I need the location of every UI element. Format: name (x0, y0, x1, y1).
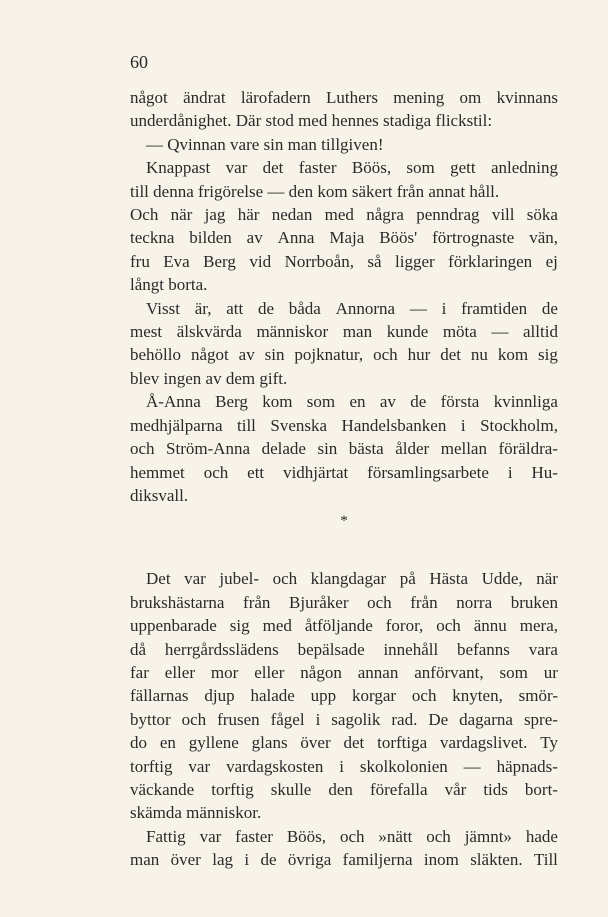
text-line: och Ström-Anna delade sin bästa ålder mellan föräldra- (130, 439, 558, 459)
text-line: far eller mor eller någon annan anförvant, som ur (130, 662, 558, 682)
page-number: 60 (130, 52, 148, 72)
text-line: do en gyllene glans över det torftiga vardagslivet. Ty (130, 733, 558, 753)
text-line: medhjälparna till Svenska Handelsbanken i Stockholm, (130, 415, 558, 435)
section-separator: * (340, 513, 348, 530)
text-line: teckna bilden av Anna Maja Böös' förtrognaste vän, (130, 228, 558, 248)
text-line: långt borta. (130, 275, 208, 295)
text-line: Fattig var faster Böös, och »nätt och jämnt» hade (146, 826, 558, 846)
text-line: fällarnas djup halade upp korgar och knyten, smör- (130, 686, 558, 706)
text-line: Knappast var det faster Böös, som gett anledning (146, 158, 558, 178)
text-section-2 (130, 567, 558, 871)
text-line: mest älskvärda människor man kunde möta — alltid (130, 322, 558, 342)
text-line: man över lag i de övriga familjerna inom släkten. Till (130, 850, 558, 870)
text-line: Å-Anna Berg kom som en av de första kvinnliga (146, 392, 558, 412)
text-line: behöllo något av sin pojknatur, och hur det nu kom sig (130, 345, 558, 365)
text-line: — Qvinnan vare sin man tillgiven! (146, 134, 384, 154)
book-page (130, 50, 558, 872)
text-line: blev ingen av dem gift. (130, 368, 288, 388)
text-line: byttor och frusen fågel i sagolik rad. De dagarna spre- (130, 709, 558, 729)
text-line: Det var jubel- och klangdagar på Hästa Udde, när (146, 569, 558, 589)
text-line: Visst är, att de båda Annorna — i framtiden de (146, 298, 558, 318)
text-section-1 (130, 86, 558, 507)
text-line: då herrgårdsslädens bepälsade innehåll befanns vara (130, 639, 558, 659)
text-line: Och när jag här nedan med några penndrag vill söka (130, 205, 558, 225)
text-line: något ändrat lärofadern Luthers mening om kvinnans (130, 88, 558, 107)
text-line: skämda människor. (130, 803, 262, 823)
text-line: brukshästarna från Bjuråker och från norra bruken (130, 592, 558, 612)
text-line: fru Eva Berg vid Norrboån, så ligger förklaringen ej (130, 251, 558, 271)
text-line: torftig var vardagskosten i skolkolonien — häpnads- (130, 756, 558, 776)
text-line: uppenbarade sig med åtföljande foror, och ännu mera, (130, 616, 558, 636)
text-line: underdånighet. Där stod med hennes stadiga flickstil: (130, 111, 493, 131)
text-line: diksvall. (130, 485, 189, 505)
text-line: till denna frigörelse — den kom säkert från annat håll. (130, 181, 500, 201)
text-line: väckande torftig skulle den förefalla vår tids bort- (130, 779, 558, 799)
text-line: hemmet och ett vidhjärtat församlingsarbete i Hu- (130, 462, 558, 482)
